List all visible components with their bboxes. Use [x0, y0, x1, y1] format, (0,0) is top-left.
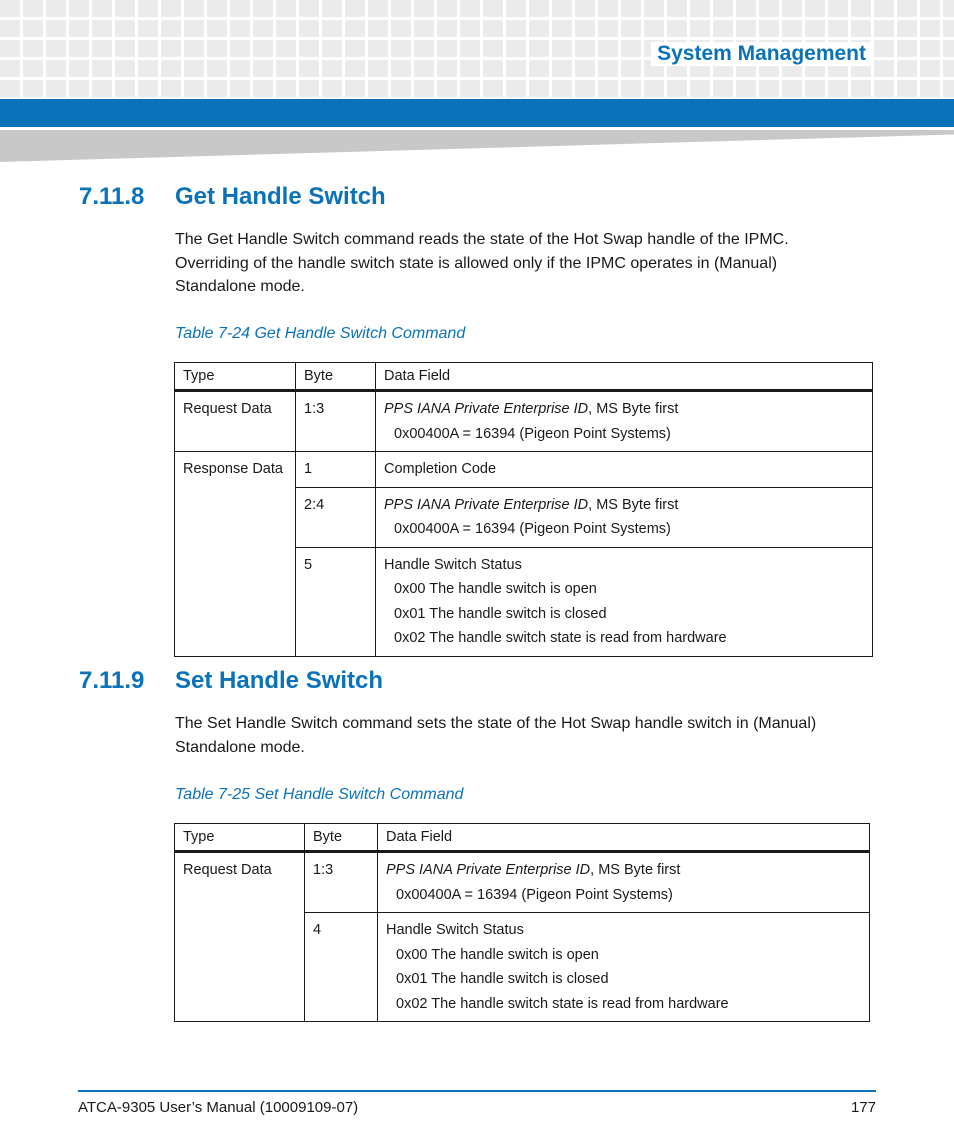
get-handle-switch-table [174, 362, 873, 657]
column-header: Data Field [376, 363, 873, 391]
field-name: Handle Switch Status [384, 556, 522, 573]
table-caption: Table 7-24 Get Handle Switch Command [175, 325, 466, 342]
value-line: 0x00400A = 16394 (Pigeon Point Systems) [396, 886, 673, 903]
data-field-cell [376, 487, 873, 547]
column-header: Byte [305, 824, 378, 852]
byte-cell: 1:3 [305, 852, 378, 913]
byte-order-text: , MS Byte first [588, 496, 679, 513]
value-line: 0x00 The handle switch is open [396, 946, 599, 963]
enterprise-id-label: PPS IANA Private Enterprise ID [384, 496, 589, 513]
table-header-row [175, 363, 873, 391]
running-header: System Management [651, 42, 872, 66]
value-line: 0x02 The handle switch state is read from hardware [396, 995, 729, 1012]
section-number: 7.11.9 [79, 667, 145, 694]
set-handle-switch-table [174, 823, 870, 1022]
data-field-cell [376, 547, 873, 656]
table-header-row [175, 824, 870, 852]
byte-cell: 4 [305, 913, 378, 1022]
value-line: 0x02 The handle switch state is read from hardware [394, 630, 727, 646]
type-cell: Request Data [175, 852, 305, 1022]
column-header: Type [175, 824, 305, 852]
data-field-cell [378, 913, 870, 1022]
section-title: Get Handle Switch [175, 183, 386, 210]
value-line: 0x01 The handle switch is closed [396, 971, 609, 987]
value-line: 0x00400A = 16394 (Pigeon Point Systems) [394, 425, 671, 442]
data-field-cell [378, 852, 870, 913]
footer-manual-title: ATCA-9305 User’s Manual (10009109-07) [78, 1099, 359, 1116]
section-heading-set-handle-switch [79, 667, 383, 695]
section-paragraph: The Get Handle Switch command reads the state of the Hot Swap handle of the IPMC. Overriding of the handle switch state is allowed only if the IPMC operates in (Manual) Standalone mode. [175, 231, 789, 295]
byte-cell: 2:4 [296, 487, 376, 547]
header-blue-band [0, 99, 954, 127]
type-cell: Request Data [175, 391, 296, 452]
column-header: Byte [296, 363, 376, 391]
type-cell: Response Data [175, 452, 296, 657]
field-name: Handle Switch Status [386, 922, 524, 938]
column-header: Type [175, 363, 296, 391]
table-row [175, 852, 870, 913]
byte-order-text: , MS Byte first [588, 401, 679, 417]
data-field-cell [376, 391, 873, 452]
enterprise-id-label: PPS IANA Private Enterprise ID [384, 401, 589, 417]
value-line: 0x01 The handle switch is closed [394, 605, 607, 622]
byte-cell: 1 [296, 452, 376, 488]
value-line: 0x00 The handle switch is open [394, 581, 597, 597]
value-line: 0x00400A = 16394 (Pigeon Point Systems) [394, 521, 671, 537]
byte-cell: 1:3 [296, 391, 376, 452]
table-caption: Table 7-25 Set Handle Switch Command [175, 786, 464, 803]
byte-cell: 5 [296, 547, 376, 656]
table-row [175, 391, 873, 452]
byte-order-text: , MS Byte first [590, 862, 681, 878]
footer-rule [78, 1090, 876, 1092]
section-heading-get-handle-switch [79, 183, 386, 211]
header-gray-wedge [0, 130, 954, 162]
data-field-cell: Completion Code [376, 452, 873, 488]
section-title: Set Handle Switch [175, 667, 384, 694]
enterprise-id-label: PPS IANA Private Enterprise ID [386, 862, 591, 878]
column-header: Data Field [378, 824, 870, 852]
section-number: 7.11.8 [79, 183, 145, 210]
table-row [175, 452, 873, 488]
section-paragraph: The Set Handle Switch command sets the state of the Hot Swap handle switch in (Manual) Standalone mode. [175, 715, 817, 756]
page-number: 177 [850, 1099, 876, 1116]
